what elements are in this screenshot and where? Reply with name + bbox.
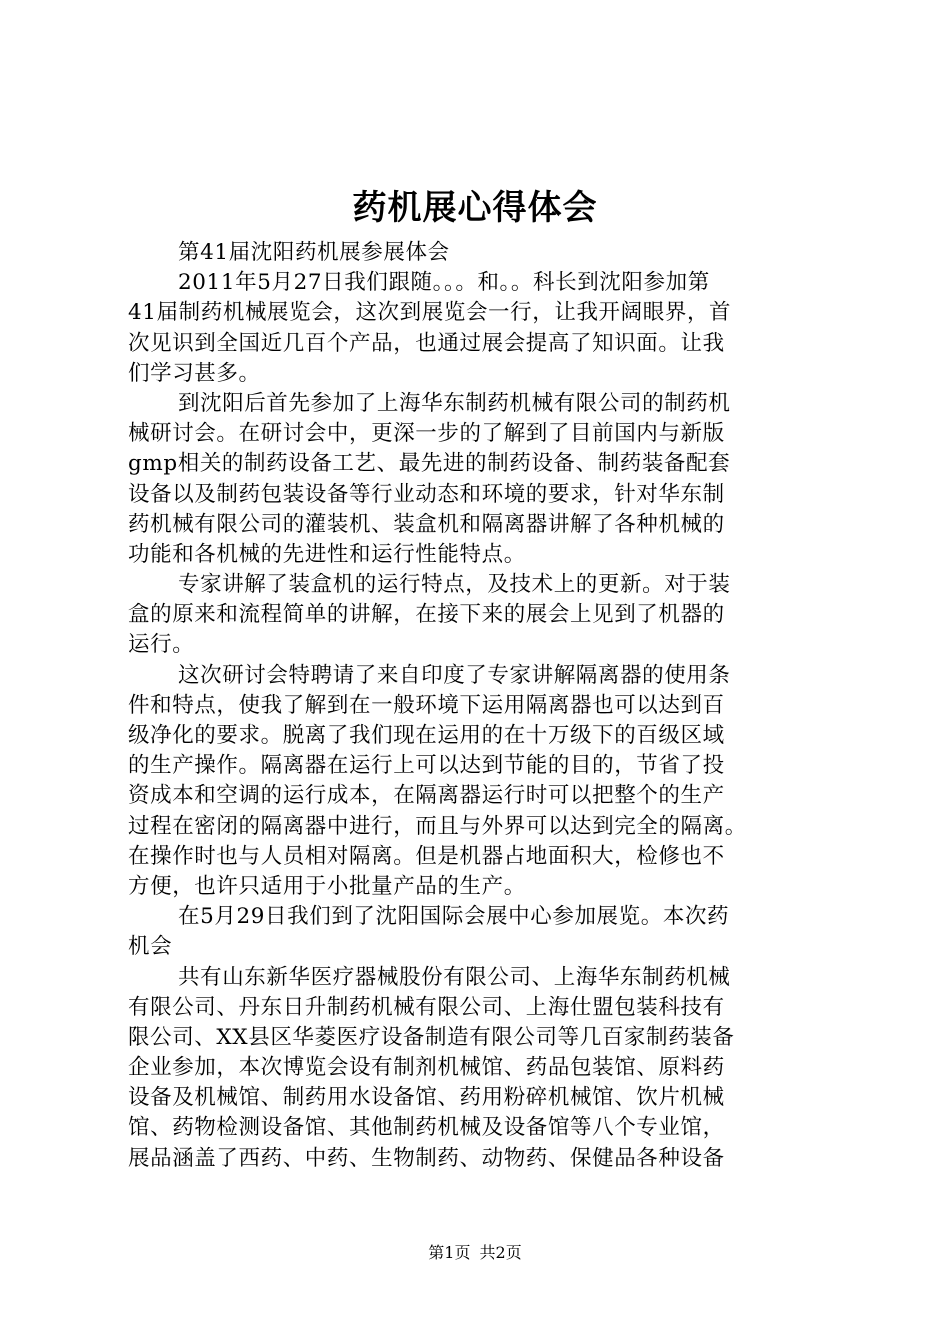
body-line: gmp相关的制药设备工艺、最先进的制药设备、制药装备配套 (128, 451, 731, 477)
body-line: 资成本和空调的运行成本，在隔离器运行时可以把整个的生产 (128, 783, 725, 809)
body-line: 有限公司、丹东日升制药机械有限公司、上海仕盟包装科技有 (128, 994, 725, 1020)
document-body (128, 238, 840, 1174)
body-line: 设备及机械馆、制药用水设备馆、药用粉碎机械馆、饮片机械 (128, 1085, 725, 1111)
body-line: 限公司、XX县区华菱医疗设备制造有限公司等几百家制药装备 (128, 1024, 735, 1050)
body-line: 这次研讨会特聘请了来自印度了专家讲解隔离器的使用条 (178, 662, 731, 688)
body-line: 共有山东新华医疗器械股份有限公司、上海华东制药机械 (178, 964, 731, 990)
body-line: 次见识到全国近几百个产品，也通过展会提高了知识面。让我 (128, 330, 725, 356)
body-line: 到沈阳后首先参加了上海华东制药机械有限公司的制药机 (178, 390, 731, 416)
body-line: 第41届沈阳药机展参展体会 (178, 240, 450, 265)
body-line: 41届制药机械展览会，这次到展览会一行，让我开阔眼界，首 (128, 300, 732, 326)
document-title: 药机展心得体会 (352, 188, 598, 228)
body-line: 功能和各机械的先进性和运行性能特点。 (128, 541, 526, 567)
page-footer (0, 1242, 950, 1264)
body-line: 级净化的要求。脱离了我们现在运用的在十万级下的百级区域 (128, 723, 725, 748)
body-line: 2011年5月27日我们跟随。。。和。。科长到沈阳参加第 (178, 270, 710, 296)
body-line: 过程在密闭的隔离器中进行，而且与外界可以达到完全的隔离。 (128, 813, 747, 839)
body-line: 机会 (128, 934, 173, 960)
page-number: 第1页 (428, 1243, 471, 1262)
body-line: 馆、药物检测设备馆、其他制药机械及设备馆等八个专业馆， (128, 1115, 725, 1141)
body-line: 设备以及制药包装设备等行业动态和环境的要求，针对华东制 (128, 481, 725, 507)
body-line: 方便，也许只适用于小批量产品的生产。 (128, 873, 526, 899)
body-line: 在5月29日我们到了沈阳国际会展中心参加展览。本次药 (178, 904, 730, 930)
body-line: 件和特点，使我了解到在一般环境下运用隔离器也可以达到百 (128, 692, 725, 718)
body-line: 运行。 (128, 632, 195, 658)
body-line: 专家讲解了装盒机的运行特点，及技术上的更新。对于装 (178, 572, 731, 598)
body-line: 们学习甚多。 (128, 360, 261, 386)
body-line: 盒的原来和流程简单的讲解，在接下来的展会上见到了机器的 (128, 602, 725, 628)
body-line: 药机械有限公司的灌装机、装盒机和隔离器讲解了各种机械的 (128, 511, 725, 537)
body-line: 在操作时也与人员相对隔离。但是机器占地面积大，检修也不 (128, 843, 725, 869)
body-line: 展品涵盖了西药、中药、生物制药、动物药、保健品各种设备 (128, 1145, 725, 1171)
page-total: 共2页 (479, 1243, 522, 1262)
body-line: 械研讨会。在研讨会中，更深一步的了解到了目前国内与新版 (128, 421, 725, 447)
body-line: 企业参加，本次博览会设有制剂机械馆、药品包装馆、原料药 (128, 1055, 725, 1081)
body-line: 的生产操作。隔离器在运行上可以达到节能的目的，节省了投 (128, 753, 725, 779)
